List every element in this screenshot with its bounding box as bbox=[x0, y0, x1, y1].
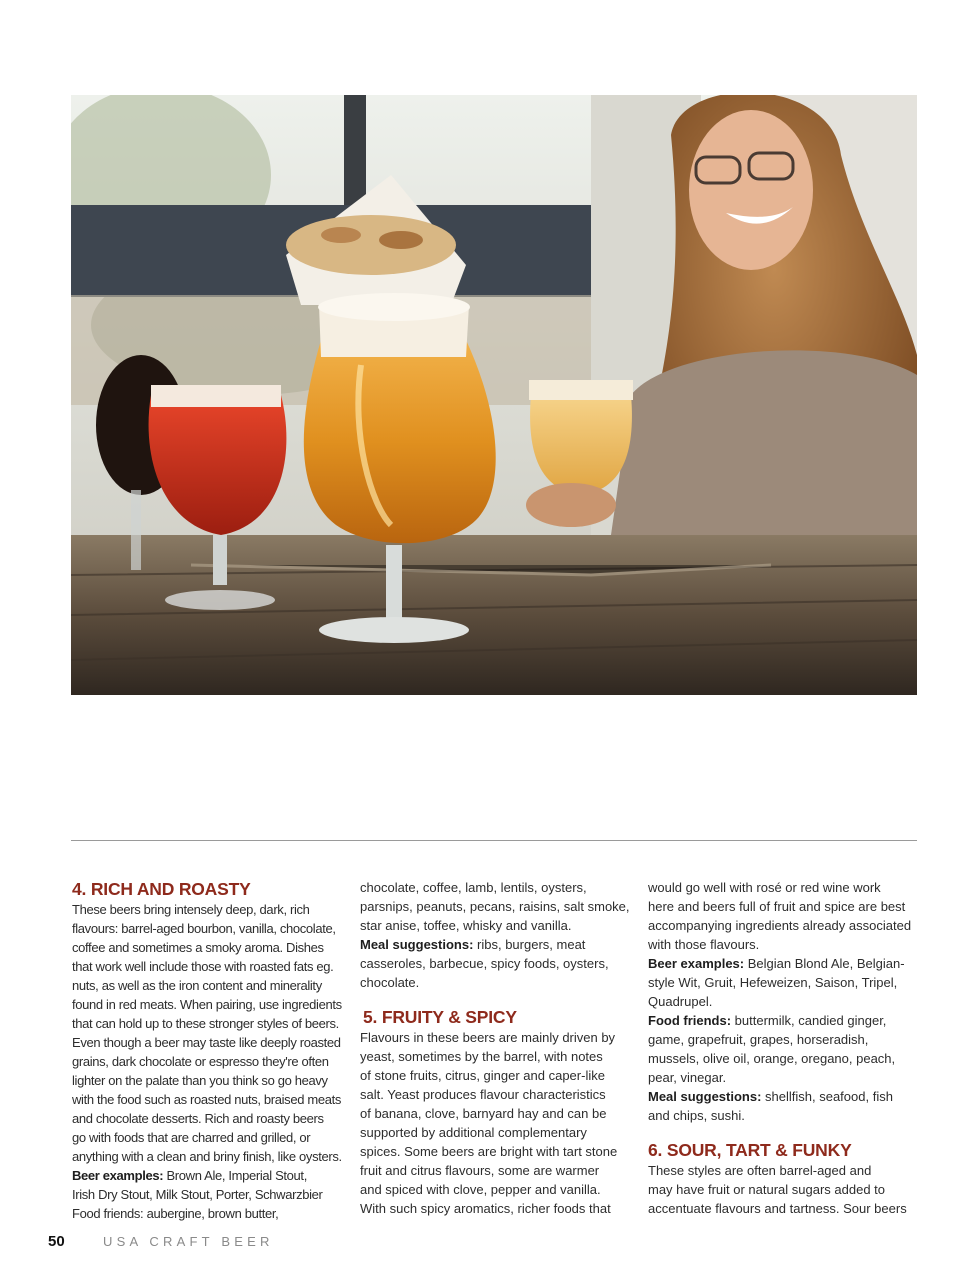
body-line: that can hold up to these stronger styles of beers. bbox=[72, 1016, 339, 1031]
body-line: anything with a clean and briny finish, like oysters. bbox=[72, 1149, 342, 1164]
body-line: salt. Yeast produces flavour characteristics bbox=[360, 1087, 606, 1102]
body-line: With such spicy aromatics, richer foods that bbox=[360, 1201, 611, 1216]
body-line: spices. Some beers are bright with tart stone bbox=[360, 1144, 618, 1159]
body-line: pear, vinegar. bbox=[648, 1070, 727, 1085]
page-footer bbox=[48, 1233, 274, 1250]
food-friends-line bbox=[648, 1011, 918, 1030]
body-line: These beers bring intensely deep, dark, rich bbox=[72, 902, 310, 917]
body-line: and spiced with clove, pepper and vanilla. bbox=[360, 1182, 601, 1197]
body-line: that work well include those with roasted fats eg. bbox=[72, 959, 334, 974]
food-friends-line: Food friends: aubergine, brown butter, bbox=[72, 1206, 279, 1221]
body-line: Irish Dry Stout, Milk Stout, Porter, Schwarzbier bbox=[72, 1187, 323, 1202]
beer-examples-label: Beer examples: bbox=[648, 956, 745, 971]
meal-suggestions-text: ribs, burgers, meat bbox=[473, 937, 586, 952]
meal-suggestions-label: Meal suggestions: bbox=[648, 1089, 762, 1104]
body-line: of stone fruits, citrus, ginger and caper-like bbox=[360, 1068, 605, 1083]
beer-glasses-photo bbox=[71, 95, 917, 695]
body-line: parsnips, peanuts, pecans, raisins, salt smoke, bbox=[360, 899, 630, 914]
meal-suggestions-line bbox=[648, 1087, 918, 1106]
body-line: of banana, clove, barnyard hay and can be bbox=[360, 1106, 607, 1121]
body-line: and chips, sushi. bbox=[648, 1108, 745, 1123]
body-line: accentuate flavours and tartness. Sour beers bbox=[648, 1201, 907, 1216]
meal-suggestions-text: shellfish, seafood, fish bbox=[761, 1089, 893, 1104]
heading-fruity-and-spicy: 5. FRUITY & SPICY bbox=[363, 1007, 517, 1027]
column-1 bbox=[72, 878, 342, 1223]
body-line: grains, dark chocolate or espresso they're often bbox=[72, 1054, 329, 1069]
meal-suggestions-line bbox=[360, 935, 630, 954]
body-line: star anise, toffee, whisky and vanilla. bbox=[360, 918, 572, 933]
body-line: accompanying ingredients already associated bbox=[648, 918, 912, 933]
body-line: would go well with rosé or red wine work bbox=[648, 880, 881, 895]
column-2 bbox=[360, 878, 630, 1218]
body-line: supported by additional complementary bbox=[360, 1125, 587, 1140]
body-line: casseroles, barbecue, spicy foods, oysters, bbox=[360, 956, 609, 971]
column-3 bbox=[648, 878, 918, 1218]
body-line: Quadrupel. bbox=[648, 994, 713, 1009]
body-line: Even though a beer may taste like deeply roasted bbox=[72, 1035, 341, 1050]
body-line: here and beers full of fruit and spice are best bbox=[648, 899, 906, 914]
body-line: coffee and sometimes a smoky aroma. Dishes bbox=[72, 940, 324, 955]
beer-examples-line bbox=[72, 1166, 342, 1185]
body-line: with those flavours. bbox=[648, 937, 760, 952]
body-line: Flavours in these beers are mainly driven by bbox=[360, 1030, 616, 1045]
food-friends-text: buttermilk, candied ginger, bbox=[731, 1013, 887, 1028]
beer-examples-label: Beer examples: bbox=[72, 1168, 164, 1183]
body-line: nuts, as well as the iron content and minerality bbox=[72, 978, 322, 993]
body-line: game, grapefruit, grapes, horseradish, bbox=[648, 1032, 869, 1047]
body-line: flavours: barrel-aged bourbon, vanilla, chocolate, bbox=[72, 921, 336, 936]
magazine-name: USA CRAFT BEER bbox=[103, 1234, 274, 1249]
meal-suggestions-label: Meal suggestions: bbox=[360, 937, 474, 952]
section-divider bbox=[71, 840, 917, 841]
beer-examples-text: Brown Ale, Imperial Stout, bbox=[163, 1168, 307, 1183]
body-line: lighter on the palate than you think so go heavy bbox=[72, 1073, 328, 1088]
body-line: style Wit, Gruit, Hefeweizen, Saison, Tripel, bbox=[648, 975, 898, 990]
heading-rich-and-roasty: 4. RICH AND ROASTY bbox=[72, 879, 251, 899]
body-line: chocolate. bbox=[360, 975, 420, 990]
body-line: These styles are often barrel-aged and bbox=[648, 1163, 872, 1178]
body-line: and chocolate desserts. Rich and roasty beers bbox=[72, 1111, 324, 1126]
heading-sour-tart-funky: 6. SOUR, TART & FUNKY bbox=[648, 1140, 852, 1160]
body-line: fruit and citrus flavours, some are warmer bbox=[360, 1163, 600, 1178]
body-line: chocolate, coffee, lamb, lentils, oysters, bbox=[360, 880, 587, 895]
body-line: mussels, olive oil, orange, oregano, peach, bbox=[648, 1051, 896, 1066]
beer-examples-line bbox=[648, 954, 918, 973]
beer-examples-text: Belgian Blond Ale, Belgian- bbox=[744, 956, 905, 971]
body-line: yeast, sometimes by the barrel, with notes bbox=[360, 1049, 603, 1064]
body-line: may have fruit or natural sugars added to bbox=[648, 1182, 886, 1197]
body-line: found in red meats. When pairing, use ingredients bbox=[72, 997, 342, 1012]
body-line: with the food such as roasted nuts, braised meats bbox=[72, 1092, 342, 1107]
page-number: 50 bbox=[48, 1233, 65, 1250]
body-line: go with foods that are charred and grilled, or bbox=[72, 1130, 311, 1145]
food-friends-label: Food friends: bbox=[648, 1013, 732, 1028]
